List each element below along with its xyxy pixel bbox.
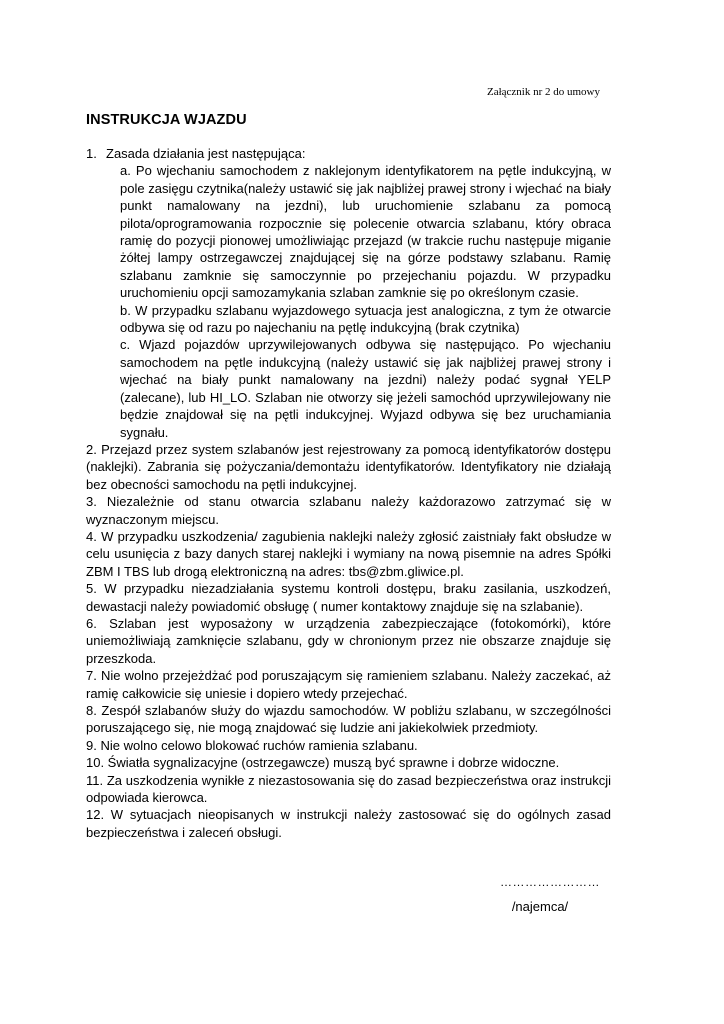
paragraph-1 [86, 145, 611, 162]
annex-label: Załącznik nr 2 do umowy [486, 86, 600, 98]
paragraph-7: 7. Nie wolno przejeżdżać pod poruszającym się ramieniem szlabanu. Należy zaczekać, aż ramię całkowicie się uniesie i dopiero wtedy przejechać. [86, 668, 611, 701]
signature-line: …………………… [500, 875, 600, 889]
paragraph-1-number: 1. [86, 146, 97, 161]
paragraph-6: 6. Szlaban jest wyposażony w urządzenia zabezpieczające (fotokomórki), które uniemożliwiają zamknięcie szlabanu, gdy w chronionym przez nie obszarze znajduje się przeszkoda. [86, 615, 611, 666]
signature-block [500, 875, 600, 914]
paragraph-1-text: Zasada działania jest następująca: [106, 146, 306, 161]
document-title: INSTRUKCJA WJAZDU [86, 112, 247, 128]
paragraph-2: 2. Przejazd przez system szlabanów jest rejestrowany za pomocą identyfikatorów dostępu (naklejki). Zabrania się pożyczania/demontażu identyfikatorów. Identyfikatory nie działają bez obecności samochodu na pętli indukcyjnej. [86, 441, 611, 492]
signature-role: /najemca/ [511, 899, 569, 914]
paragraph-11: 11. Za uszkodzenia wynikłe z niezastosowania się do zasad bezpieczeństwa oraz instrukcji odpowiada kierowca. [86, 772, 611, 806]
paragraph-1c: c. Wjazd pojazdów uprzywilejowanych odbywa się następująco. Po wjechaniu samochodem na pętle indukcyjną (należy ustawić się jak najbliżej prawej strony i wjechać na biały punkt namalowany na jezdni) należy podać sygnał YELP (zalecane), lub HI_LO. Szlaban nie otworzy się jeżeli samochód uprzywilejowany nie będzie znajdował się na pętli indukcyjnej. Wyjazd odbywa się bez uruchamiania sygnału. [120, 337, 611, 440]
paragraph-5: 5. W przypadku niezadziałania systemu kontroli dostępu, braku zasilania, uszkodzeń, dewastacji należy powiadomić obsługę ( numer kontaktowy znajduje się na szlabanie). [86, 581, 611, 614]
paragraph-8: 8. Zespół szlabanów służy do wjazdu samochodów. W pobliżu szlabanu, w szczególności poruszającego się, nie mogą znajdować się ludzie ani jakiekolwiek przedmioty. [86, 703, 611, 736]
instruction-body [86, 145, 611, 841]
paragraph-10: 10. Światła sygnalizacyjne (ostrzegawcze) muszą być sprawne i dobrze widoczne. [86, 755, 560, 771]
paragraph-9: 9. Nie wolno celowo blokować ruchów ramienia szlabanu. [86, 737, 418, 753]
paragraph-4: 4. W przypadku uszkodzenia/ zagubienia naklejki należy zgłosić zaistniały fakt obsłudze w celu usunięcia z bazy danych starej naklejki i wymiany na nową pisemnie na adres Spółki ZBM I TBS lub drogą elektroniczną na adres: tbs@zbm.gliwice.pl. [86, 528, 611, 579]
paragraph-1a: a. Po wjechaniu samochodem z naklejonym identyfikatorem na pętle indukcyjną, w pole zasięgu czytnika(należy ustawić się jak najbliżej prawej strony i wjechać na biały punkt namalowany na jezdni), lub uruchomienie szlabanu za pomocą pilota/oprogramowania rozpocznie się polecenie otwarcia szlabanu, który obraca ramię do pozycji pionowej umożliwiając przejazd (w trakcie ruchu następuje miganie żółtej lampy ostrzegawczej znajdującej się na górze podstawy szlabanu. Ramię szlabanu zamknie się samoczynnie po przejechaniu pojazdu. W przypadku uruchomieniu opcji samozamykania szlaban zamknie się po określonym czasie. [120, 163, 611, 301]
paragraph-12: 12. W sytuacjach nieopisanych w instrukcji należy zastosować się do ogólnych zasad bezpieczeństwa i zaleceń obsługi. [86, 807, 611, 840]
paragraph-3: 3. Niezależnie od stanu otwarcia szlabanu należy każdorazowo zatrzymać się w wyznaczonym miejscu. [86, 494, 611, 527]
paragraph-1b: b. W przypadku szlabanu wyjazdowego sytuacja jest analogiczna, z tym że otwarcie odbywa się od razu po najechaniu na pętlę indukcyjną (brak czytnika) [120, 302, 611, 336]
